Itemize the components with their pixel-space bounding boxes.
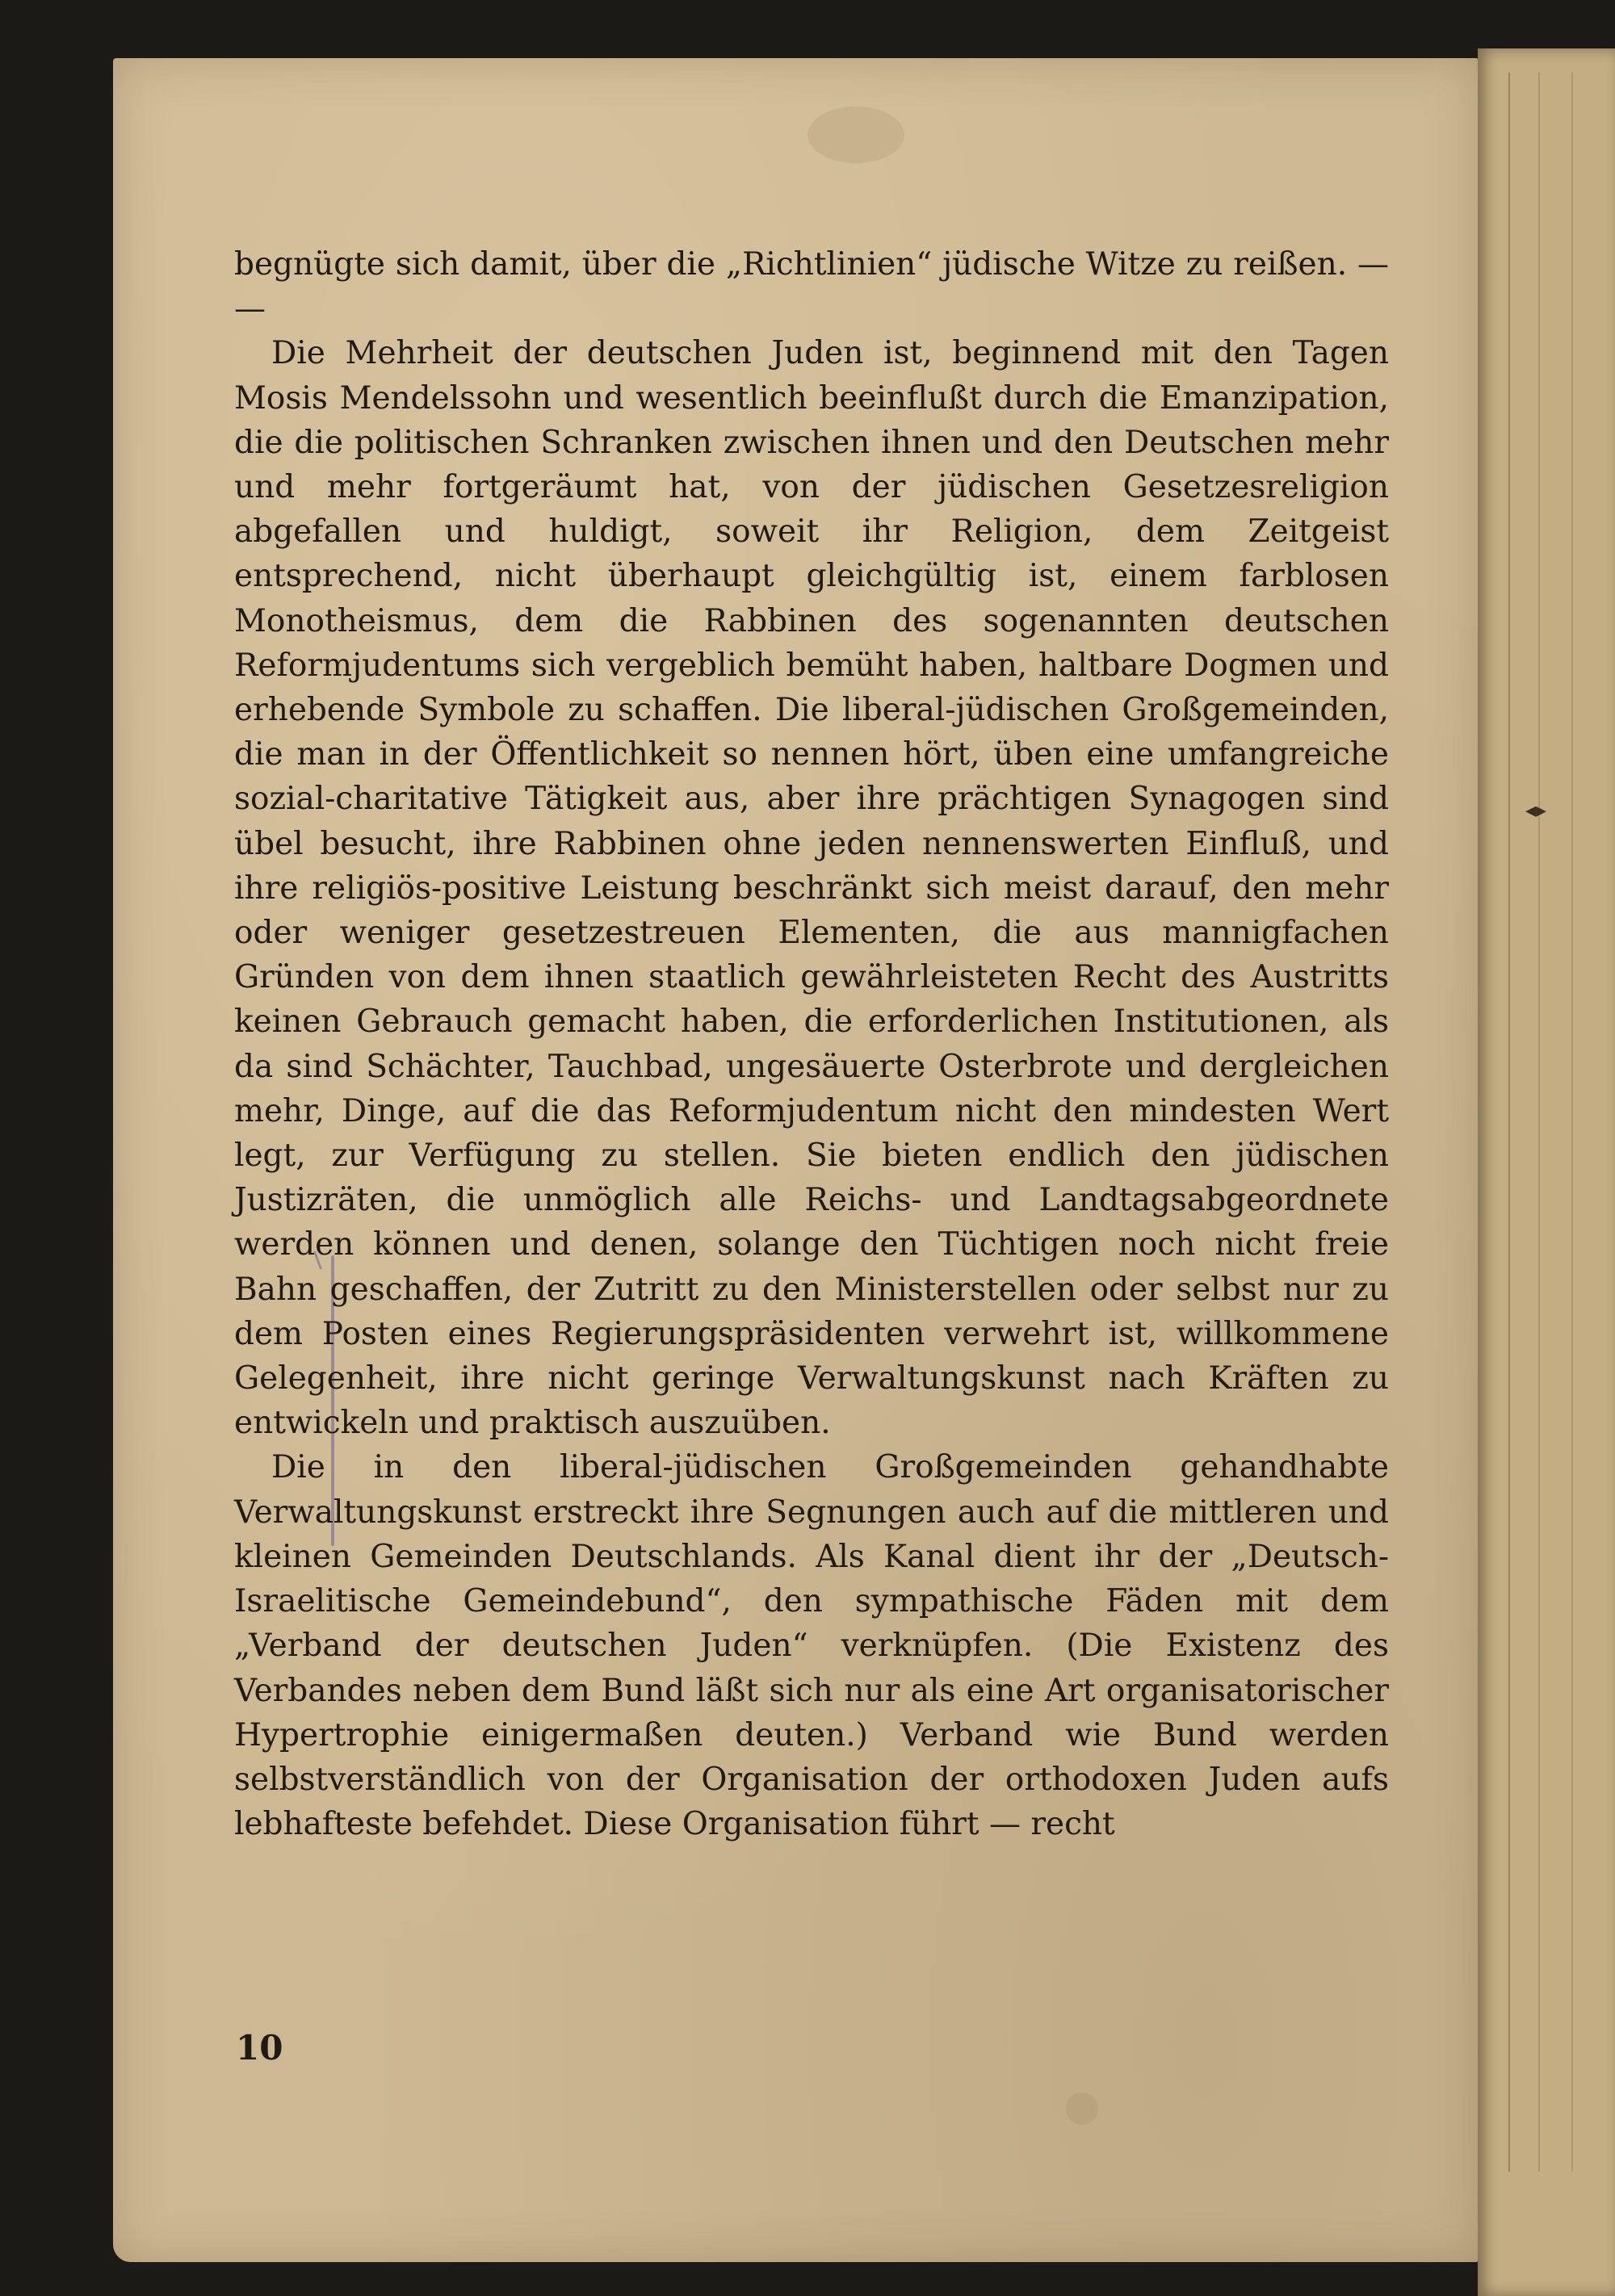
- paragraph: Die in den liberal-jüdischen Großgemeinden gehandhabte Verwaltungskunst erstreckt ihre Segnungen auch auf die mittleren und kleinen Gemeinden Deutschlands. Als Kanal dient ihr der „Deutsch-Israelitische Gemeindebund“, den sympathische Fäden mit dem „Verband der deutschen Juden“ verknüpfen. (Die Existenz des Verbandes neben dem Bund läßt sich nur als eine Art organisatorischer Hypertrophie einigermaßen deuten.) Verband wie Bund werden selbstverständlich von der Organisation der orthodoxen Juden aufs lebhafteste befehdet. Diese Organisation führt — recht: [234, 1449, 1389, 1843]
- page-edge-line: [1571, 73, 1573, 2172]
- paper-stain: [808, 107, 904, 163]
- binding-mark-icon: ◂▸: [1525, 798, 1547, 823]
- paper-stain: [1066, 2093, 1098, 2125]
- body-text: [234, 242, 1389, 1846]
- adjacent-page-edge: [1478, 48, 1615, 2296]
- page-number: 10: [236, 2028, 283, 2068]
- page-edge-line: [1538, 73, 1540, 2172]
- paragraph: Die Mehrheit der deutschen Juden ist, beginnend mit den Tagen Mosis Mendelssohn und wesentlich beeinflußt durch die Emanzipation, die die politischen Schranken zwischen ihnen und den Deutschen mehr und mehr fortgeräumt hat, von der jüdischen Gesetzesreligion abgefallen und huldigt, soweit ihr Religion, dem Zeitgeist entsprechend, nicht überhaupt gleichgültig ist, einem farblosen Monotheismus, dem die Rabbinen des sogenannten deutschen Reformjudentums sich vergeblich bemüht haben, haltbare Dogmen und erhebende Symbole zu schaffen. Die liberal-jüdischen Großgemeinden, die man in der Öffentlichkeit so nennen hört, üben eine umfangreiche sozial-charitative Tätigkeit aus, aber ihre prächtigen Synagogen sind übel besucht, ihre Rabbinen ohne jeden nennenswerten Einfluß, und ihre religiös-positive Leistung beschränkt sich meist darauf, den mehr oder weniger gesetzestreuen Elementen, die aus mannigfachen Gründen von dem ihnen staatlich gewährleisteten Recht des Austritts keinen Gebrauch gemacht haben, die erforderlichen Institutionen, als da sind Schächter, Tauchbad, ungesäuerte Osterbrote und dergleichen mehr, Dinge, auf die das Reformjudentum nicht den mindesten Wert legt, zur Verfügung zu stellen. Sie bieten endlich den jüdischen Justizräten, die unmöglich alle Reichs- und Landtagsabgeordnete werden können und denen, solange den Tüchtigen noch nicht freie Bahn geschaffen, der Zutritt zu den Ministerstellen oder selbst nur zu dem Posten eines Regierungspräsidenten verwehrt ist, willkommene Gelegenheit, ihre nicht geringe Verwaltungskunst nach Kräften zu entwickeln und praktisch auszuüben.: [234, 335, 1389, 1442]
- page-edge-line: [1508, 73, 1510, 2172]
- paragraph: begnügte sich damit, über die „Richtlinien“ jüdische Witze zu reißen. — —: [234, 246, 1389, 328]
